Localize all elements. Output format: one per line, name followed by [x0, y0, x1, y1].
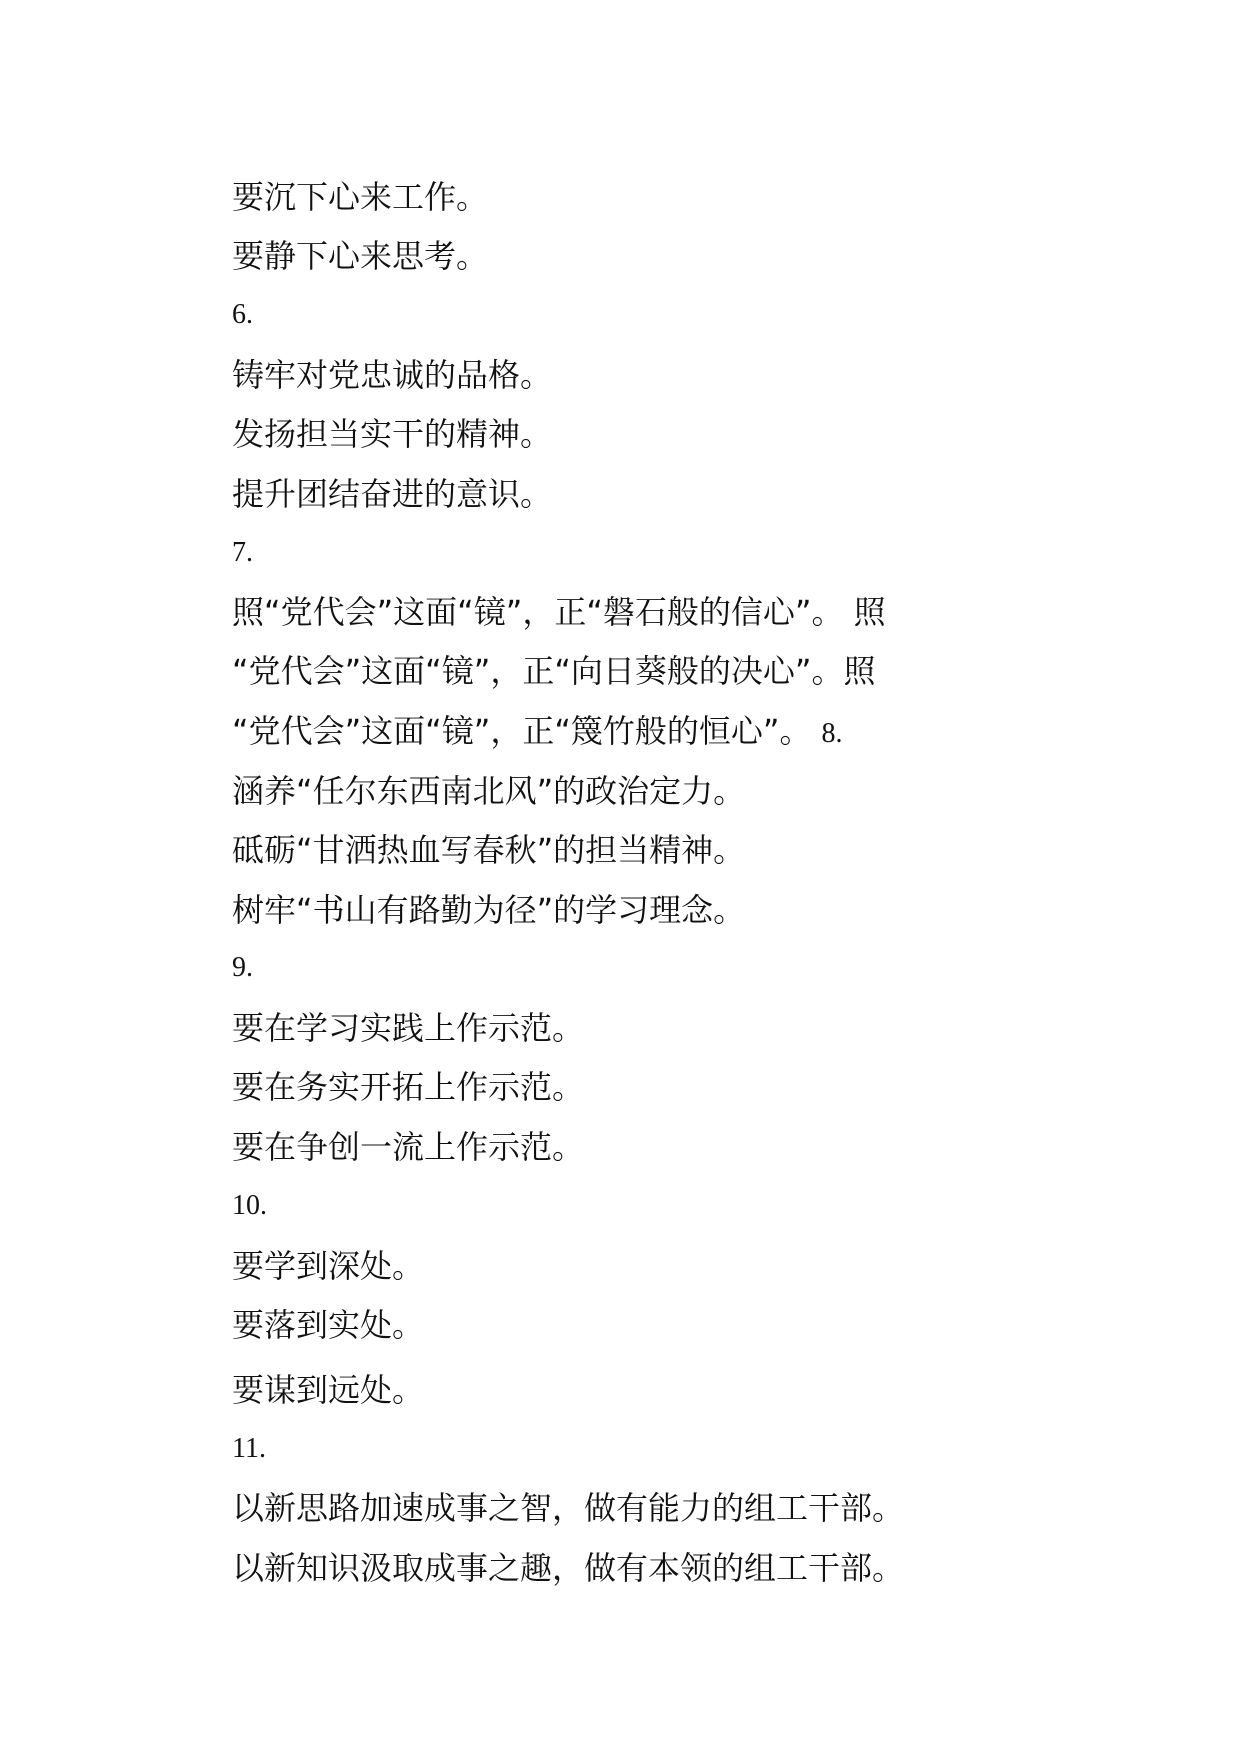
text-line: 发扬担当实干的精神。 [232, 415, 553, 453]
text-line: 要在学习实践上作示范。 [232, 1009, 585, 1047]
text-line: 提升团结奋进的意识。 [232, 475, 553, 513]
text-line: 要落到实处。 [232, 1306, 425, 1344]
text-line: 树牢“书山有路勤为径”的学习理念。 [232, 891, 746, 929]
text-line: 要谋到远处。 [232, 1371, 425, 1409]
text-line: 砥砺“甘洒热血写春秋”的担当精神。 [232, 831, 746, 869]
section-number: 8. [821, 718, 843, 749]
section-number: 9. [232, 952, 253, 983]
section-number: 11. [232, 1433, 266, 1464]
text-line: 要学到深处。 [232, 1247, 425, 1285]
text-line [232, 711, 1012, 754]
text-line: 照“党代会”这面“镜”，正“磐石般的信心”。 照 [232, 593, 886, 631]
text-line: 铸牢对党忠诚的品格。 [232, 356, 553, 394]
text-line: 以新思路加速成事之智，做有能力的组工干部。 [232, 1489, 905, 1527]
text-line: 以新知识汲取成事之趣，做有本领的组工干部。 [232, 1549, 905, 1587]
text-line: 要在争创一流上作示范。 [232, 1128, 585, 1166]
text-line-content: “党代会”这面“镜”，正“篾竹般的恒心”。 [232, 712, 812, 750]
section-number: 10. [232, 1190, 267, 1221]
text-line: 要在务实开拓上作示范。 [232, 1068, 585, 1106]
text-line: 要静下心来思考。 [232, 237, 489, 275]
text-line: “党代会”这面“镜”，正“向日葵般的决心”。照 [232, 652, 876, 690]
section-number: 7. [232, 537, 253, 568]
section-number: 6. [232, 299, 253, 330]
text-line: 要沉下心来工作。 [232, 178, 489, 216]
text-line: 涵养“任尔东西南北风”的政治定力。 [232, 772, 746, 810]
